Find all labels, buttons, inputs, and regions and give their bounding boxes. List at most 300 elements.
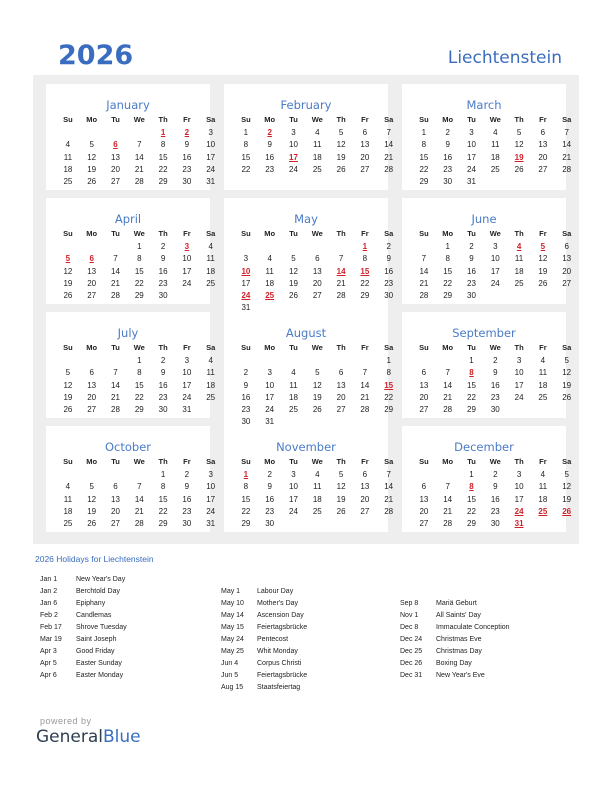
weekday-label: We xyxy=(311,457,323,466)
day-cell: 18 xyxy=(312,494,322,504)
day-cell: 23 xyxy=(443,164,453,174)
day-cell: 19 xyxy=(336,494,346,504)
day-cell: 27 xyxy=(538,164,548,174)
day-cell: 30 xyxy=(241,417,251,427)
day-cell: 30 xyxy=(490,405,500,415)
day-cell: 11 xyxy=(206,368,215,378)
day-cell: 25 xyxy=(63,519,73,529)
day-cell: 27 xyxy=(111,519,120,529)
holiday-date: May 14 xyxy=(221,612,244,619)
day-cell: 3 xyxy=(469,128,474,137)
day-cell: 15 xyxy=(158,152,168,162)
month-name: July xyxy=(117,326,139,340)
holiday-name: Whit Monday xyxy=(257,648,298,655)
day-cell: 11 xyxy=(206,254,215,264)
day-grid xyxy=(412,470,579,531)
day-cell: 6 xyxy=(89,368,94,378)
day-cell: 30 xyxy=(467,291,476,301)
month-july xyxy=(46,312,216,418)
holiday-name: New Year's Day xyxy=(76,576,126,583)
day-cell: 29 xyxy=(443,291,453,301)
day-cell: 2 xyxy=(243,368,249,378)
day-cell: 20 xyxy=(360,494,370,504)
empty-cell xyxy=(127,128,151,140)
weekday-header xyxy=(234,229,401,238)
day-cell: 19 xyxy=(63,278,73,288)
day-cell: 30 xyxy=(182,177,192,187)
day-cell: 25 xyxy=(490,164,500,174)
holiday-row xyxy=(221,646,307,658)
day-cell: 6 xyxy=(421,368,427,378)
day-cell: 29 xyxy=(134,405,144,415)
day-cell: 4 xyxy=(540,470,546,479)
day-cell: 17 xyxy=(514,494,524,504)
weekday-label: Tu xyxy=(111,343,120,352)
month-august xyxy=(224,312,394,430)
day-cell: 27 xyxy=(312,291,322,301)
day-cell: 25 xyxy=(206,392,216,402)
day-cell: 12 xyxy=(87,494,97,504)
day-cell: 22 xyxy=(384,392,394,402)
holiday-day: 6 xyxy=(89,254,94,264)
day-cell: 12 xyxy=(63,380,73,390)
day-cell: 18 xyxy=(514,266,524,276)
day-cell: 1 xyxy=(160,470,166,479)
day-cell: 25 xyxy=(312,164,322,174)
weekday-label: We xyxy=(489,343,501,352)
month-october xyxy=(46,426,216,532)
weekday-label: Th xyxy=(336,229,346,238)
day-cell: 10 xyxy=(289,140,298,150)
day-cell: 14 xyxy=(443,494,453,504)
day-cell: 7 xyxy=(564,128,569,137)
day-cell: 11 xyxy=(63,494,73,504)
month-june xyxy=(402,198,572,304)
day-grid xyxy=(412,356,579,417)
day-cell: 22 xyxy=(467,392,476,402)
weekday-label: Sa xyxy=(206,229,216,238)
month-september xyxy=(402,312,572,418)
weekday-label: Su xyxy=(63,229,73,238)
holiday-date: May 1 xyxy=(221,588,241,595)
day-cell: 29 xyxy=(467,519,476,529)
day-cell: 20 xyxy=(87,392,97,402)
holiday-name: Easter Sunday xyxy=(76,660,122,667)
day-cell: 21 xyxy=(419,278,429,288)
weekday-label: We xyxy=(311,115,323,124)
holiday-day: 1 xyxy=(362,242,368,251)
day-grid xyxy=(412,242,579,303)
weekday-label: Th xyxy=(336,457,346,466)
day-cell: 28 xyxy=(134,519,144,529)
month-name: August xyxy=(285,326,327,340)
holiday-row xyxy=(400,658,510,670)
day-cell: 29 xyxy=(360,291,370,301)
day-cell: 2 xyxy=(469,242,474,251)
holiday-date: Jan 1 xyxy=(40,576,58,583)
day-cell: 23 xyxy=(265,506,275,516)
day-grid xyxy=(56,128,223,189)
weekday-label: Th xyxy=(158,457,168,466)
day-cell: 30 xyxy=(158,405,168,415)
day-cell: 23 xyxy=(490,506,500,516)
weekday-label: Su xyxy=(419,115,429,124)
day-cell: 21 xyxy=(111,278,120,288)
day-cell: 10 xyxy=(265,380,275,390)
weekday-header xyxy=(412,457,579,466)
day-cell: 13 xyxy=(562,254,572,264)
day-cell: 9 xyxy=(445,140,450,150)
weekday-label: Th xyxy=(514,115,524,124)
day-cell: 22 xyxy=(158,506,168,516)
day-cell: 23 xyxy=(490,392,500,402)
day-cell: 31 xyxy=(182,405,192,415)
day-cell: 18 xyxy=(538,494,548,504)
holiday-date: Nov 1 xyxy=(400,612,419,619)
empty-cell xyxy=(56,242,80,254)
day-cell: 7 xyxy=(338,254,344,264)
holiday-row xyxy=(221,634,307,646)
day-cell: 7 xyxy=(386,470,391,479)
month-name: September xyxy=(452,326,516,340)
day-cell: 7 xyxy=(137,140,142,150)
day-cell: 22 xyxy=(443,278,453,288)
holiday-name: Staatsfeiertag xyxy=(257,684,301,691)
weekday-label: Mo xyxy=(86,343,98,352)
day-cell: 31 xyxy=(206,519,216,529)
day-cell: 5 xyxy=(291,254,296,264)
weekday-label: Tu xyxy=(111,115,120,124)
holiday-day: 10 xyxy=(241,266,251,276)
day-cell: 16 xyxy=(158,266,168,276)
weekday-label: Fr xyxy=(183,457,191,466)
day-cell: 5 xyxy=(338,128,344,137)
weekday-label: We xyxy=(489,115,501,124)
day-cell: 8 xyxy=(137,368,142,378)
day-cell: 13 xyxy=(419,494,429,504)
holiday-date: Aug 15 xyxy=(221,684,244,691)
day-cell: 8 xyxy=(137,254,142,264)
day-cell: 11 xyxy=(313,482,322,492)
month-name: October xyxy=(104,440,152,454)
holiday-name: Labour Day xyxy=(257,588,294,595)
holiday-date: Feb 2 xyxy=(40,612,58,619)
weekday-label: Mo xyxy=(442,343,454,352)
day-cell: 15 xyxy=(467,494,476,504)
day-cell: 6 xyxy=(362,128,368,137)
holiday-date: Jun 5 xyxy=(221,672,239,679)
weekday-label: Tu xyxy=(467,229,476,238)
day-cell: 24 xyxy=(490,278,500,288)
brand-logo[interactable] xyxy=(36,727,141,747)
day-cell: 29 xyxy=(134,291,144,301)
weekday-label: Su xyxy=(241,115,251,124)
holiday-row xyxy=(221,682,307,694)
day-cell: 1 xyxy=(243,128,249,137)
weekday-label: Th xyxy=(514,229,524,238)
weekday-header xyxy=(412,115,579,124)
empty-cell xyxy=(234,242,258,254)
day-cell: 9 xyxy=(469,254,474,264)
day-cell: 19 xyxy=(312,392,322,402)
day-cell: 16 xyxy=(490,380,500,390)
weekday-label: Mo xyxy=(442,229,454,238)
holiday-date: May 24 xyxy=(221,636,244,643)
holiday-row xyxy=(400,610,510,622)
day-cell: 25 xyxy=(538,392,548,402)
day-cell: 21 xyxy=(111,392,120,402)
holiday-row xyxy=(40,610,127,622)
day-cell: 10 xyxy=(182,254,192,264)
day-cell: 19 xyxy=(63,392,73,402)
day-cell: 20 xyxy=(336,392,346,402)
day-cell: 21 xyxy=(384,494,394,504)
day-cell: 30 xyxy=(443,177,453,187)
holiday-name: All Saints' Day xyxy=(436,612,481,619)
weekday-label: Tu xyxy=(289,229,298,238)
day-cell: 16 xyxy=(490,494,500,504)
day-cell: 3 xyxy=(243,254,249,264)
day-cell: 22 xyxy=(360,278,370,288)
holiday-name: Ascension Day xyxy=(257,612,304,619)
month-name: April xyxy=(114,212,142,226)
day-cell: 24 xyxy=(265,405,275,415)
month-name: December xyxy=(454,440,514,454)
day-cell: 1 xyxy=(469,470,474,479)
day-cell: 14 xyxy=(134,494,144,504)
empty-cell xyxy=(329,242,353,254)
day-cell: 20 xyxy=(419,392,429,402)
weekday-label: Sa xyxy=(206,343,216,352)
day-cell: 28 xyxy=(443,405,453,415)
year-title: 2026 xyxy=(58,40,134,71)
day-cell: 28 xyxy=(384,506,394,516)
day-cell: 15 xyxy=(134,266,144,276)
day-cell: 11 xyxy=(289,380,298,390)
day-cell: 12 xyxy=(562,482,572,492)
holiday-day: 26 xyxy=(562,506,572,516)
holiday-name: Mariä Geburt xyxy=(436,600,477,607)
day-cell: 24 xyxy=(182,392,192,402)
weekday-label: Fr xyxy=(183,343,191,352)
empty-cell xyxy=(329,356,353,368)
day-cell: 27 xyxy=(419,405,429,415)
holiday-day: 5 xyxy=(65,254,71,264)
weekday-label: Sa xyxy=(562,343,572,352)
holiday-row xyxy=(221,598,307,610)
day-cell: 18 xyxy=(265,278,275,288)
day-cell: 21 xyxy=(443,506,453,516)
day-cell: 19 xyxy=(538,266,548,276)
day-cell: 13 xyxy=(538,140,548,150)
empty-cell xyxy=(412,356,436,368)
day-cell: 29 xyxy=(158,519,168,529)
day-cell: 2 xyxy=(445,128,450,137)
calendar-grid xyxy=(33,75,579,544)
day-cell: 15 xyxy=(158,494,168,504)
day-cell: 27 xyxy=(360,506,370,516)
weekday-label: Sa xyxy=(562,457,572,466)
day-cell: 10 xyxy=(467,140,476,150)
holiday-row xyxy=(40,646,127,658)
day-cell: 12 xyxy=(538,254,548,264)
day-cell: 17 xyxy=(241,278,251,288)
month-april xyxy=(46,198,216,304)
day-cell: 15 xyxy=(467,380,476,390)
day-cell: 23 xyxy=(467,278,476,288)
day-grid xyxy=(56,242,223,303)
holiday-day: 17 xyxy=(289,152,298,162)
day-cell: 8 xyxy=(362,254,368,264)
holiday-day: 8 xyxy=(469,368,474,378)
day-cell: 17 xyxy=(206,494,216,504)
holiday-day: 6 xyxy=(113,140,118,150)
day-cell: 1 xyxy=(137,356,142,365)
day-cell: 29 xyxy=(241,519,251,529)
empty-cell xyxy=(104,128,128,140)
day-cell: 24 xyxy=(182,278,192,288)
day-cell: 27 xyxy=(87,405,97,415)
day-cell: 7 xyxy=(445,368,450,378)
day-cell: 7 xyxy=(386,128,391,137)
weekday-label: Su xyxy=(419,229,429,238)
month-january xyxy=(46,84,216,190)
day-cell: 15 xyxy=(419,152,429,162)
day-cell: 11 xyxy=(538,482,548,492)
day-cell: 11 xyxy=(538,368,548,378)
empty-cell xyxy=(305,356,329,368)
holiday-name: New Year's Eve xyxy=(436,672,485,679)
weekday-label: Su xyxy=(241,229,251,238)
day-cell: 26 xyxy=(63,405,73,415)
day-cell: 4 xyxy=(65,140,71,150)
weekday-label: Su xyxy=(419,343,429,352)
day-cell: 23 xyxy=(158,278,168,288)
empty-cell xyxy=(412,470,436,482)
empty-cell xyxy=(258,356,282,368)
day-cell: 17 xyxy=(265,392,275,402)
day-cell: 19 xyxy=(562,380,572,390)
day-cell: 11 xyxy=(491,140,500,150)
day-cell: 16 xyxy=(265,494,275,504)
day-cell: 20 xyxy=(562,266,572,276)
day-cell: 9 xyxy=(493,368,498,378)
day-cell: 26 xyxy=(312,405,322,415)
holiday-row xyxy=(400,598,510,610)
day-cell: 25 xyxy=(206,278,216,288)
day-cell: 7 xyxy=(137,482,142,492)
day-cell: 24 xyxy=(206,164,216,174)
holiday-day: 25 xyxy=(538,506,548,516)
day-cell: 17 xyxy=(514,380,524,390)
month-may xyxy=(224,198,394,316)
day-cell: 1 xyxy=(421,128,427,137)
weekday-label: Sa xyxy=(384,229,394,238)
holiday-column xyxy=(40,574,127,682)
holiday-row xyxy=(40,622,127,634)
day-cell: 7 xyxy=(421,254,427,264)
day-cell: 21 xyxy=(360,392,370,402)
day-cell: 24 xyxy=(467,164,476,174)
day-cell: 14 xyxy=(384,482,394,492)
day-cell: 2 xyxy=(386,242,391,251)
holiday-row xyxy=(400,634,510,646)
weekday-label: Tu xyxy=(111,457,120,466)
day-cell: 17 xyxy=(206,152,216,162)
day-cell: 6 xyxy=(113,482,118,492)
holiday-day: 8 xyxy=(469,482,474,492)
day-cell: 31 xyxy=(241,303,251,313)
weekday-label: Fr xyxy=(183,115,191,124)
day-cell: 13 xyxy=(87,380,97,390)
day-cell: 30 xyxy=(158,291,168,301)
day-cell: 31 xyxy=(467,177,476,187)
empty-cell xyxy=(104,356,128,368)
day-cell: 24 xyxy=(289,164,298,174)
day-cell: 8 xyxy=(160,140,166,150)
day-cell: 5 xyxy=(564,470,569,479)
holiday-date: Apr 6 xyxy=(40,672,57,679)
day-cell: 14 xyxy=(562,140,572,150)
empty-cell xyxy=(234,356,258,368)
day-cell: 6 xyxy=(315,254,320,264)
holiday-date: May 15 xyxy=(221,624,244,631)
day-cell: 6 xyxy=(338,368,344,378)
holiday-column xyxy=(221,586,307,694)
day-cell: 22 xyxy=(134,278,144,288)
day-cell: 3 xyxy=(291,128,296,137)
holiday-name: Boxing Day xyxy=(436,660,472,667)
holiday-row xyxy=(221,622,307,634)
day-cell: 10 xyxy=(514,368,524,378)
month-name: January xyxy=(106,98,150,112)
day-cell: 28 xyxy=(562,164,572,174)
day-cell: 12 xyxy=(336,482,346,492)
weekday-header xyxy=(56,229,223,238)
holiday-name: Good Friday xyxy=(76,648,115,655)
weekday-label: Fr xyxy=(539,115,547,124)
day-grid xyxy=(56,470,223,531)
holidays-title: 2026 Holidays for Liechtenstein xyxy=(35,554,154,564)
holiday-row xyxy=(40,670,127,682)
weekday-label: Th xyxy=(514,457,524,466)
day-cell: 26 xyxy=(87,519,97,529)
day-cell: 20 xyxy=(419,506,429,516)
day-cell: 14 xyxy=(111,380,120,390)
day-cell: 21 xyxy=(134,506,144,516)
day-cell: 30 xyxy=(490,519,500,529)
holiday-day: 15 xyxy=(360,266,370,276)
day-cell: 31 xyxy=(206,177,216,187)
day-cell: 19 xyxy=(562,494,572,504)
day-cell: 21 xyxy=(134,164,144,174)
empty-cell xyxy=(80,128,104,140)
day-cell: 4 xyxy=(267,254,272,264)
empty-cell xyxy=(282,356,306,368)
brand-general: General xyxy=(36,727,103,747)
month-march xyxy=(402,84,572,190)
day-grid xyxy=(234,242,401,316)
weekday-header xyxy=(412,229,579,238)
holiday-name: Immaculate Conception xyxy=(436,624,510,631)
day-cell: 18 xyxy=(289,392,298,402)
holiday-day: 14 xyxy=(336,266,346,276)
day-cell: 18 xyxy=(312,152,322,162)
day-cell: 4 xyxy=(493,128,498,137)
day-grid xyxy=(234,356,401,430)
holiday-date: Dec 8 xyxy=(400,624,419,631)
holiday-day: 19 xyxy=(514,152,524,162)
